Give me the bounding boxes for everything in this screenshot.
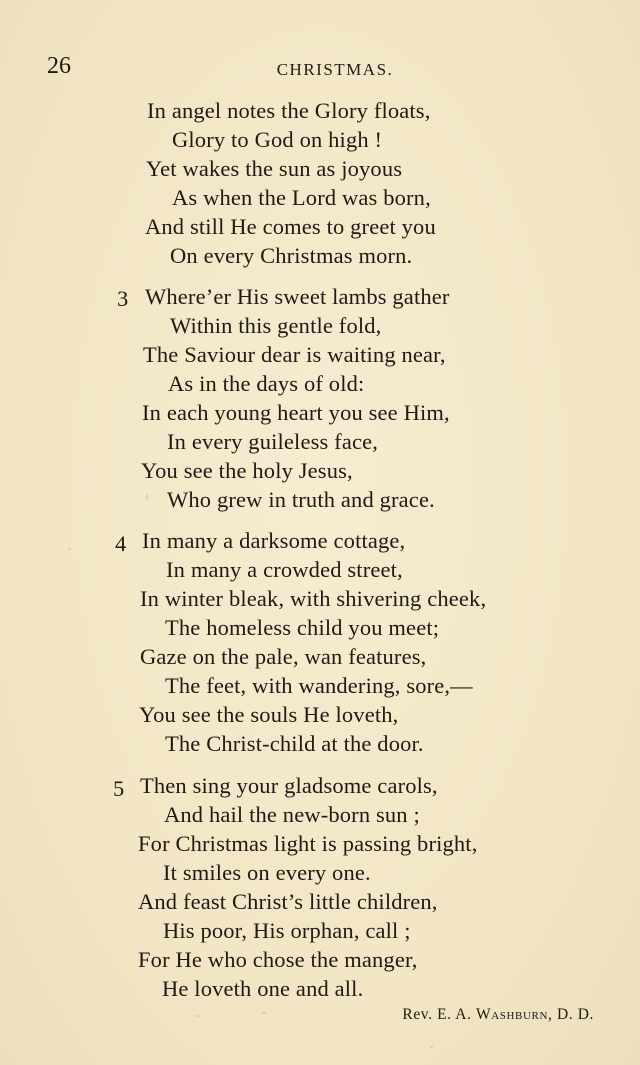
verse-line: Glory to God on high ! [172, 127, 383, 152]
verse-line: On every Christmas morn. [170, 243, 413, 268]
verse-line: For He who chose the manger, [138, 947, 418, 972]
author-attribution [402, 1004, 594, 1026]
verse-line: The feet, with wandering, sore,— [165, 673, 473, 698]
verse-line: In every guileless face, [167, 429, 378, 454]
verse-line: In angel notes the Glory floats, [147, 98, 431, 123]
verse-line: Yet wakes the sun as joyous [146, 156, 403, 181]
verse-line: You see the holy Jesus, [141, 458, 353, 483]
verse-line: Then sing your gladsome carols, [140, 773, 438, 798]
verse-line: He loveth one and all. [162, 976, 364, 1001]
attribution-prefix: Rev. E. A. [402, 1006, 472, 1023]
paper-speck [430, 1046, 433, 1048]
verse-line: Within this gentle fold, [170, 313, 382, 338]
verse-line: For Christmas light is passing bright, [138, 831, 478, 856]
verse-line: As when the Lord was born, [172, 185, 431, 210]
verse-line: In many a darksome cottage, [142, 528, 406, 553]
page-number: 26 [47, 53, 71, 79]
verse-line: The homeless child you meet; [165, 615, 440, 640]
running-title: CHRISTMAS. [276, 60, 394, 79]
verse-line: Who grew in truth and grace. [167, 487, 435, 512]
paper-speck [68, 548, 71, 550]
paper-speck [146, 494, 148, 500]
attribution-suffix: D. D. [556, 1006, 594, 1023]
stanza-number: 3 [117, 286, 129, 311]
verse-line: And still He comes to greet you [145, 214, 436, 239]
verse-line: It smiles on every one. [163, 860, 371, 885]
verse-line: Gaze on the pale, wan features, [140, 644, 427, 669]
stanza-number: 4 [115, 531, 127, 556]
verse-line: Where’er His sweet lambs gather [145, 284, 450, 309]
verse-line: The Christ-child at the door. [165, 731, 424, 756]
verse-line: His poor, His orphan, call ; [163, 918, 411, 943]
stanza-number: 5 [113, 776, 125, 801]
paper-speck [196, 1015, 199, 1017]
verse-line: In winter bleak, with shivering cheek, [140, 586, 487, 611]
attribution-name: Washburn, [476, 1006, 553, 1023]
verse-line: As in the days of old: [168, 371, 365, 396]
verse-line: In each young heart you see Him, [142, 400, 450, 425]
verse-line: And feast Christ’s little children, [138, 889, 438, 914]
verse-line: The Saviour dear is waiting near, [143, 342, 446, 367]
paper-speck [262, 1012, 266, 1014]
verse-line: You see the souls He loveth, [139, 702, 399, 727]
verse-line: In many a crowded street, [166, 557, 403, 582]
verse-line: And hail the new-born sun ; [164, 802, 420, 827]
